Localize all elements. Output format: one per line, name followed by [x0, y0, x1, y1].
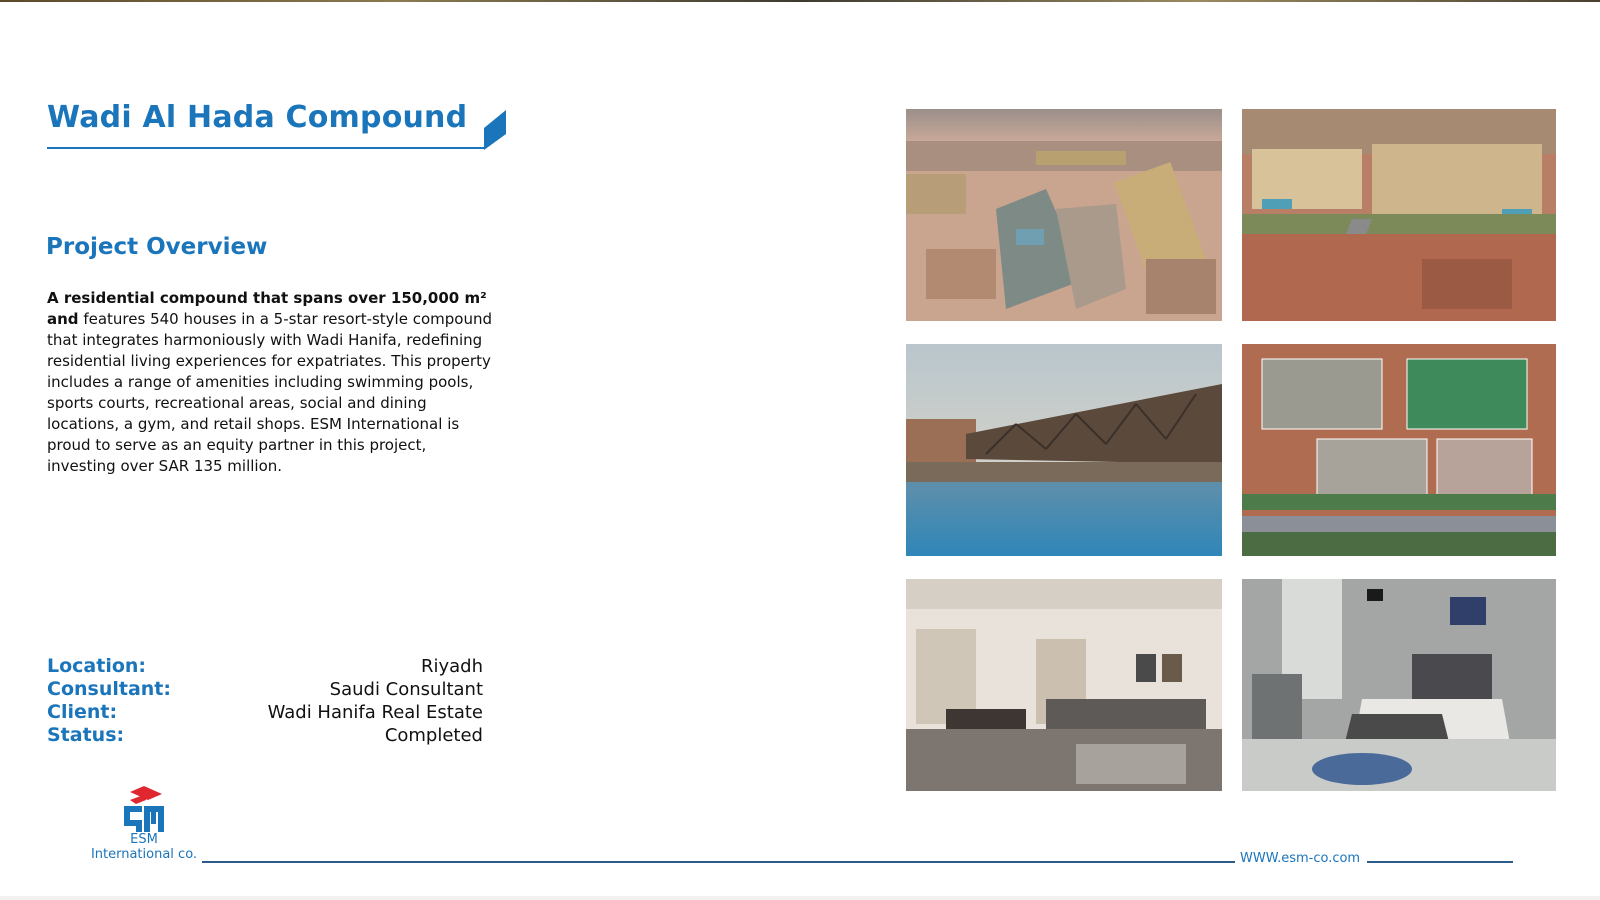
- esm-logo: [84, 786, 204, 866]
- photo-grid: [906, 109, 1556, 792]
- bedroom-photo: [1242, 579, 1556, 791]
- living-dining-photo: [906, 579, 1222, 791]
- page-title: Wadi Al Hada Compound: [47, 100, 468, 135]
- detail-value: Completed: [384, 725, 483, 746]
- pool-bridge-photo: [906, 344, 1222, 556]
- aerial-buildings-photo: [1242, 109, 1556, 321]
- footer-divider-right: [1367, 861, 1513, 863]
- detail-row-consultant: [47, 678, 483, 701]
- aerial-compound-photo: [906, 109, 1222, 321]
- detail-value: Riyadh: [420, 656, 483, 677]
- detail-label: Client:: [47, 701, 118, 723]
- project-details: [47, 655, 483, 747]
- detail-row-client: [47, 701, 483, 724]
- detail-value: Wadi Hanifa Real Estate: [267, 702, 483, 723]
- detail-label: Status:: [47, 724, 125, 746]
- description-body: features 540 houses in a 5-star resort-style compound that integrates harmoniously with Wadi Hanifa, redefining residential living experiences for expatriates. This property includes a range of amenities including swimming pools, sports courts, recreational areas, social and dining locations, a gym, and retail shops. ESM International is proud to serve as an equity partner in this project, investing over SAR 135 million.: [47, 310, 492, 475]
- section-heading-overview: Project Overview: [46, 234, 268, 260]
- footer-divider-left: [202, 861, 1235, 863]
- logo-text-company: International co.: [90, 847, 198, 862]
- description-lead: A residential compound that spans over 150,000 m² and: [47, 289, 487, 328]
- detail-label: Consultant:: [47, 678, 171, 700]
- logo-text-esm: ESM: [130, 832, 158, 847]
- detail-row-status: [47, 724, 483, 747]
- detail-row-location: [47, 655, 483, 678]
- detail-value: Saudi Consultant: [329, 679, 483, 700]
- title-flag-accent: [484, 110, 506, 150]
- sports-courts-photo: [1242, 344, 1556, 556]
- bottom-strip: [0, 896, 1600, 900]
- footer-website-link[interactable]: WWW.esm-co.com: [1240, 851, 1361, 866]
- top-image-strip: [0, 0, 1600, 2]
- title-underline: [47, 147, 485, 149]
- esm-logo-mark: [122, 786, 166, 832]
- detail-label: Location:: [47, 655, 147, 677]
- project-description: [47, 288, 492, 477]
